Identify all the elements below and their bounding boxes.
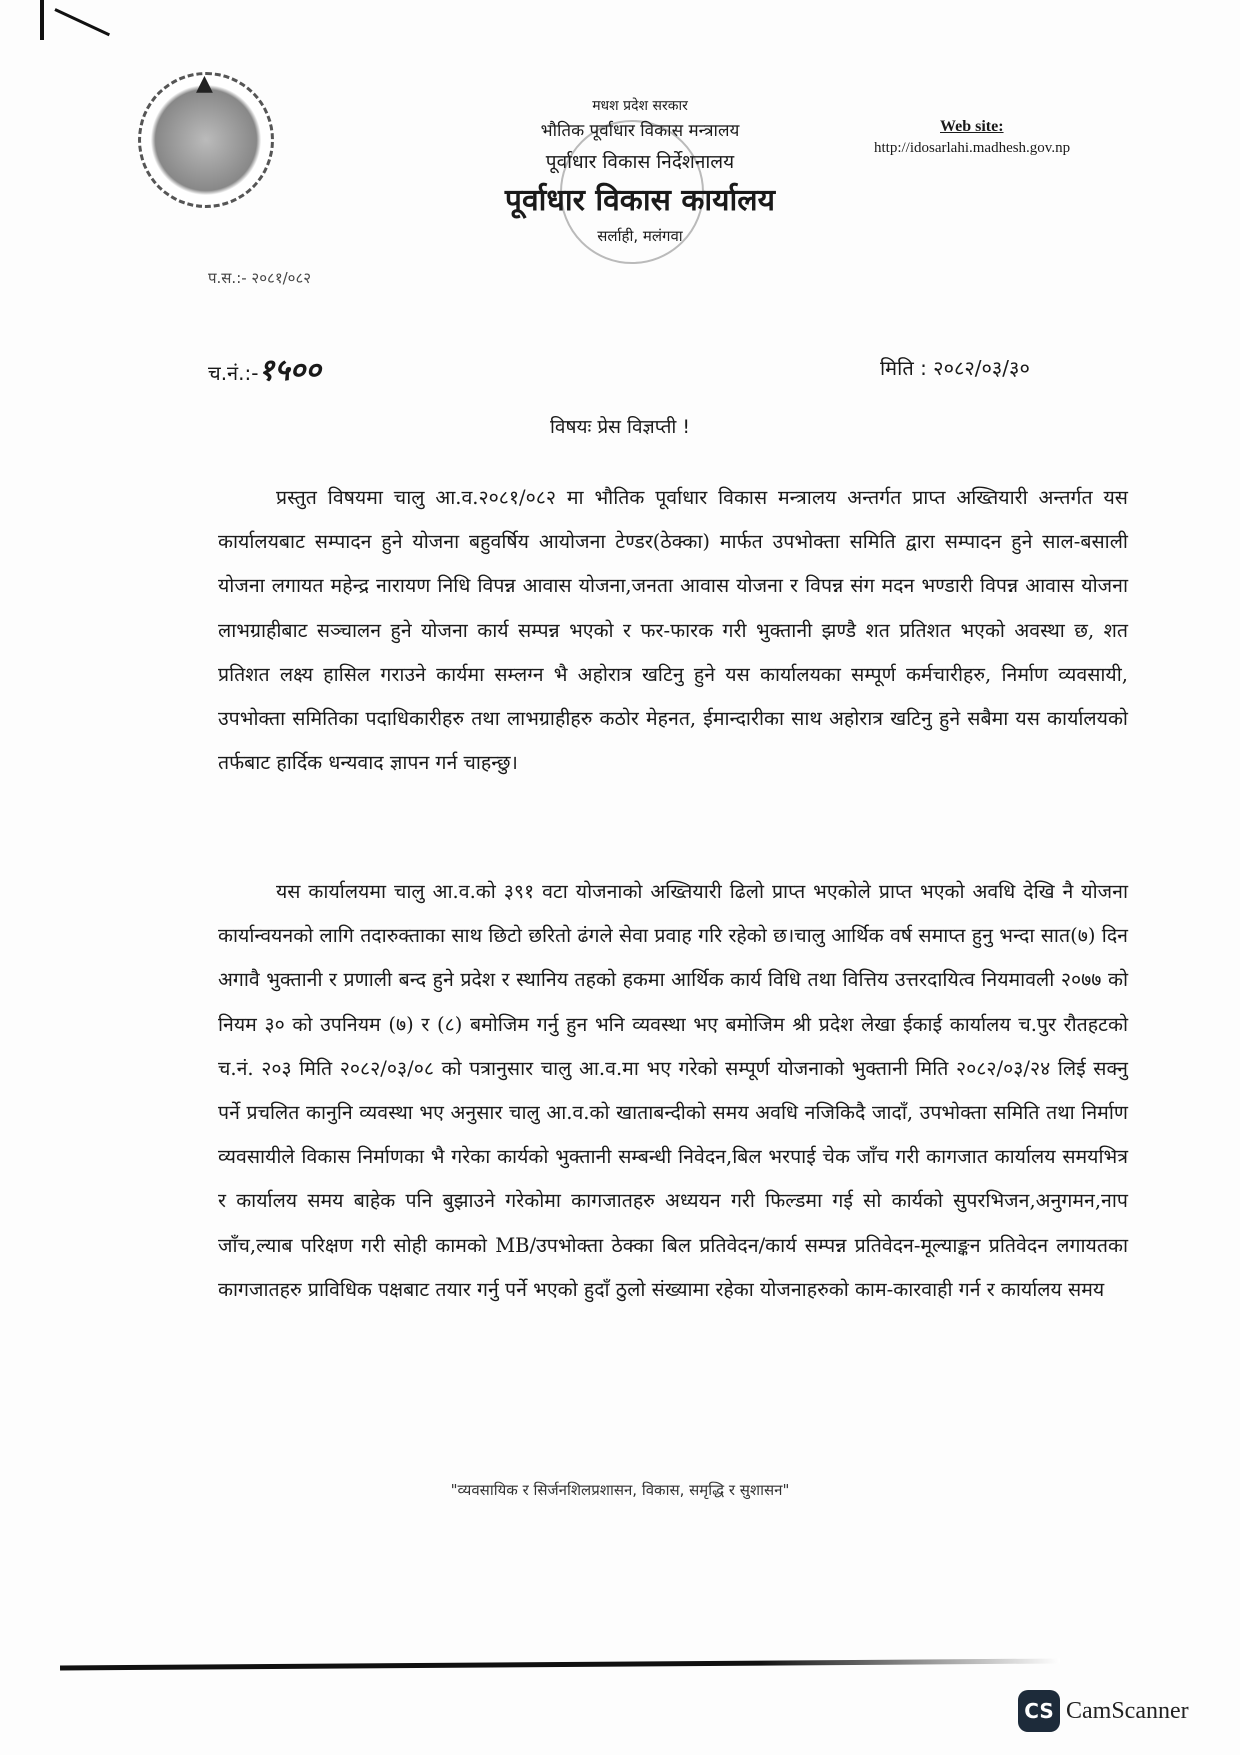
dispatch-number-label: च.नं.:- [208, 361, 259, 385]
scan-edge-mark [54, 8, 110, 36]
website-label: Web site: [940, 118, 1004, 135]
letterhead-directorate: पूर्वाधार विकास निर्देशनालय [545, 151, 735, 173]
camscanner-logo-icon: CS [1018, 1690, 1060, 1732]
dispatch-number [208, 348, 321, 389]
letterhead-office: पूर्वाधार विकास कार्यालय [504, 183, 776, 218]
letterhead-ministry: भौतिक पूर्वाधार विकास मन्त्रालय [540, 121, 740, 141]
subject-line: विषयः प्रेस विज्ञप्ती ! [550, 416, 690, 438]
letterhead-location: सर्लाही, मलंगवा [597, 227, 683, 245]
dispatch-number-value: १५०० [258, 353, 321, 388]
flag-icon: ▲ [196, 71, 213, 96]
letterhead-province: मधश प्रदेश सरकार [592, 98, 688, 114]
camscanner-watermark: CamScanner [1066, 1698, 1189, 1724]
scan-edge-mark [40, 0, 44, 40]
body-paragraph: यस कार्यालयमा चालु आ.व.को ३९१ वटा योजनाको अख्तियारी ढिलो प्राप्त भएकोले प्राप्त भएको अवधि देखि नै योजना कार्यान्वयनको लागि तदारुक्ताका साथ छिटो छरितो ढंगले सेवा प्रवाह गरि रहेको छ।चालु आर्थिक वर्ष समाप्त हुनु भन्दा सात(७) दिन अगावै भुक्तानी र प्रणाली बन्द हुने प्रदेश र स्थानिय तहको हकमा आर्थिक कार्य विधि तथा वित्तिय उत्तरदायित्व नियमावली २०७७ को नियम ३० को उपनियम (७) र (८) बमोजिम गर्नु हुन भनि व्यवस्था भए बमोजिम श्री प्रदेश लेखा ईकाई कार्यालय च.पुर रौतहटको च.नं. २०३ मिति २०८२/०३/०८ को पत्रानुसार चालु आ.व.मा भए गरेको सम्पूर्ण योजनाको भुक्तानी मिति २०८२/०३/२४ लिई सक्नु पर्ने प्रचलित कानुनि व्यवस्था भए अनुसार चालु आ.व.को खाताबन्दीको समय अवधि नजिकिदै जादाँ, उपभोक्ता समिति तथा निर्माण व्यवसायीले विकास निर्माणका भै गरेका कार्यको भुक्तानी सम्बन्धी निवेदन,बिल भरपाई चेक जाँच गरी कागजात कार्यालय समयभित्र र कार्यालय समय बाहेक पनि बुझाउने गरेकोमा कागजातहरु अध्ययन गरी फिल्डमा गई सो कार्यको सुपरभिजन,अनुगमन,नाप जाँच,ल्याब परिक्षण गरी सोही कामको MB/उपभोक्ता ठेक्का बिल प्रतिवेदन/कार्य सम्पन्न प्रतिवेदन-मूल्याङ्कन प्रतिवेदन लगायतका कागजातहरु प्राविधिक पक्षबाट तयार गर्नु पर्ने भएको हुदाँ ठुलो संख्यामा रहेका योजनाहरुको काम-कारवाही गर्न र कार्यालय समय [218, 880, 1128, 1301]
website-url[interactable]: http://idosarlahi.madhesh.gov.np [874, 140, 1071, 156]
letter-date: मिति : २०८२/०३/३० [880, 356, 1030, 380]
nepal-emblem-icon [138, 72, 274, 208]
footer-motto: "व्यवसायिक र सिर्जनशिलप्रशासन, विकास, समृद्धि र सुशासन" [450, 1481, 790, 1499]
footer-divider [60, 1659, 1060, 1671]
fiscal-year-ref: प.स.:- २०८१/०८२ [208, 269, 312, 287]
body-paragraph: प्रस्तुत विषयमा चालु आ.व.२०८१/०८२ मा भौतिक पूर्वाधार विकास मन्त्रालय अन्तर्गत प्राप्त अख्तियारी अन्तर्गत यस कार्यालयबाट सम्पादन हुने योजना बहुवर्षिय आयोजना टेण्डर(ठेक्का) मार्फत उपभोक्ता समिति द्वारा सम्पादन हुने साल-बसाली योजना लगायत महेन्द्र नारायण निधि विपन्न आवास योजना,जनता आवास योजना र विपन्न संग मदन भण्डारी विपन्न आवास योजना लाभग्राहीबाट सञ्चालन हुने योजना कार्य सम्पन्न भएको र फर-फारक गरी भुक्तानी झण्डै शत प्रतिशत भएको अवस्था छ, शत प्रतिशत लक्ष्य हासिल गराउने कार्यमा सम्लग्न भै अहोरात्र खटिनु हुने यस कार्यालयका सम्पूर्ण कर्मचारीहरु, निर्माण व्यवसायी, उपभोक्ता समितिका पदाधिकारीहरु तथा लाभग्राहीहरु कठोर मेहनत, ईमान्दारीका साथ अहोरात्र खटिनु हुने सबैमा यस कार्यालयको तर्फबाट हार्दिक धन्यवाद ज्ञापन गर्न चाहन्छु। [218, 486, 1128, 775]
